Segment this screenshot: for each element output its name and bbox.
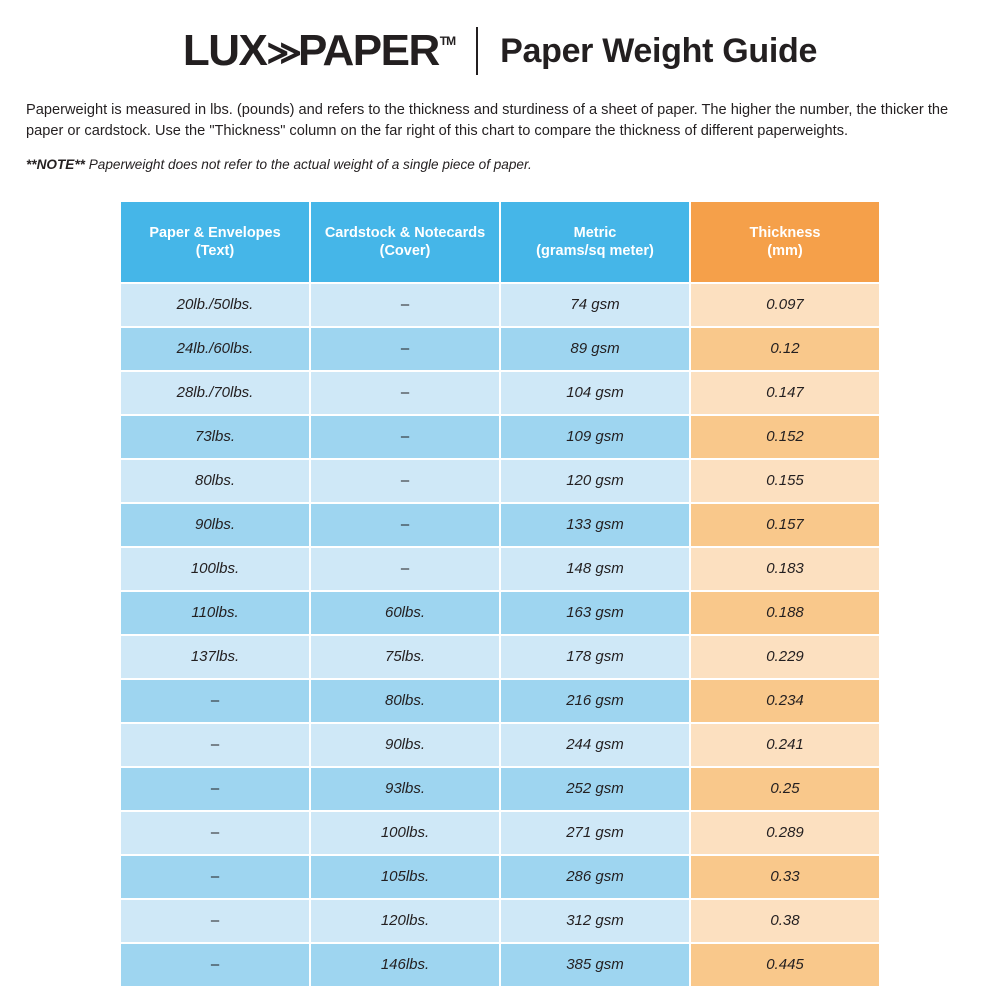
table-row [121,680,879,722]
cell-thickness: 0.241 [691,724,879,766]
cell-text-weight [121,900,309,942]
logo-chevron-icon: ≫ [266,34,296,72]
column-header-thickness-line1: Thickness [749,224,821,241]
cell-thickness: 0.38 [691,900,879,942]
cell-cover-weight [311,548,499,590]
cell-cover-weight [311,416,499,458]
empty-dash: – [400,428,410,446]
cell-text-weight: 137lbs. [121,636,309,678]
cell-cover-weight [311,284,499,326]
cell-text-weight [121,856,309,898]
column-header-text-line1: Paper & Envelopes [149,224,281,241]
empty-dash: – [400,384,410,402]
cell-metric: 178 gsm [501,636,689,678]
column-header-text [121,202,309,282]
header-divider [476,27,478,75]
cell-metric: 216 gsm [501,680,689,722]
cell-text-weight: 90lbs. [121,504,309,546]
empty-dash: – [210,912,220,930]
table-header-row [121,202,879,282]
cell-thickness: 0.097 [691,284,879,326]
table-row [121,328,879,370]
cell-text-weight [121,724,309,766]
cell-metric: 385 gsm [501,944,689,986]
column-header-cover-line1: Cardstock & Notecards [324,224,486,241]
intro-paragraph: Paperweight is measured in lbs. (pounds) and refers to the thickness and sturdiness of a sheet of paper. The higher the number, the thicker the paper or cardstock. Use the "Thickness" column on the far right of this chart to compare the thickness of different paperweights. [26,102,949,140]
cell-cover-weight: 100lbs. [311,812,499,854]
cell-text-weight: 24lb./60lbs. [121,328,309,370]
cell-metric: 312 gsm [501,900,689,942]
cell-metric: 89 gsm [501,328,689,370]
table-row [121,372,879,414]
empty-dash: – [400,296,410,314]
cell-thickness: 0.229 [691,636,879,678]
page-header [26,0,974,80]
cell-text-weight: 100lbs. [121,548,309,590]
empty-dash: – [210,736,220,754]
empty-dash: – [400,472,410,490]
cell-thickness: 0.155 [691,460,879,502]
cell-metric: 74 gsm [501,284,689,326]
empty-dash: – [210,956,220,974]
empty-dash: – [400,560,410,578]
cell-thickness: 0.147 [691,372,879,414]
column-header-thickness [691,202,879,282]
column-header-text-line2: (Text) [195,242,235,259]
empty-dash: – [210,780,220,798]
cell-metric: 244 gsm [501,724,689,766]
table-row [121,812,879,854]
table-row [121,768,879,810]
cell-text-weight: 110lbs. [121,592,309,634]
cell-cover-weight: 80lbs. [311,680,499,722]
cell-text-weight [121,768,309,810]
cell-metric: 271 gsm [501,812,689,854]
empty-dash: – [210,692,220,710]
column-header-metric [501,202,689,282]
table-row [121,460,879,502]
note-label: **NOTE** [26,156,85,172]
cell-cover-weight: 75lbs. [311,636,499,678]
logo-lux-text: LUX [182,26,267,75]
paper-weight-table-wrapper [26,200,974,988]
cell-metric: 104 gsm [501,372,689,414]
logo-paper-text: PAPER [297,26,439,75]
cell-cover-weight [311,460,499,502]
empty-dash: – [400,516,410,534]
cell-cover-weight [311,328,499,370]
cell-thickness: 0.234 [691,680,879,722]
table-row [121,900,879,942]
cell-metric: 163 gsm [501,592,689,634]
cell-text-weight: 20lb./50lbs. [121,284,309,326]
cell-metric: 109 gsm [501,416,689,458]
cell-thickness: 0.12 [691,328,879,370]
cell-cover-weight [311,372,499,414]
cell-cover-weight: 60lbs. [311,592,499,634]
cell-text-weight [121,944,309,986]
empty-dash: – [400,340,410,358]
note-text: Paperweight does not refer to the actual weight of a single piece of paper. [84,156,532,172]
cell-metric: 133 gsm [501,504,689,546]
cell-cover-weight: 120lbs. [311,900,499,942]
table-row [121,944,879,986]
cell-metric: 148 gsm [501,548,689,590]
cell-metric: 252 gsm [501,768,689,810]
cell-thickness: 0.289 [691,812,879,854]
column-header-thickness-line2: (mm) [767,242,803,259]
table-row [121,284,879,326]
cell-text-weight [121,812,309,854]
cell-thickness: 0.445 [691,944,879,986]
cell-text-weight: 80lbs. [121,460,309,502]
column-header-metric-line1: Metric [573,224,617,241]
cell-cover-weight: 105lbs. [311,856,499,898]
table-row [121,504,879,546]
cell-cover-weight: 93lbs. [311,768,499,810]
lux-paper-logo [183,26,454,76]
cell-thickness: 0.152 [691,416,879,458]
column-header-cover-line2: (Cover) [379,242,431,259]
column-header-metric-line2: (grams/sq meter) [536,242,654,259]
empty-dash: – [210,868,220,886]
cell-text-weight: 28lb./70lbs. [121,372,309,414]
cell-text-weight: 73lbs. [121,416,309,458]
cell-thickness: 0.188 [691,592,879,634]
table-row [121,856,879,898]
paper-weight-table [119,200,881,988]
cell-thickness: 0.33 [691,856,879,898]
table-head [121,202,879,282]
note-paragraph [26,157,974,172]
table-row [121,416,879,458]
cell-metric: 286 gsm [501,856,689,898]
table-body [121,284,879,986]
cell-metric: 120 gsm [501,460,689,502]
table-row [121,724,879,766]
logo-trademark-symbol: TM [439,34,456,48]
cell-cover-weight: 90lbs. [311,724,499,766]
column-header-cover [311,202,499,282]
cell-thickness: 0.157 [691,504,879,546]
table-row [121,636,879,678]
table-row [121,548,879,590]
cell-thickness: 0.25 [691,768,879,810]
cell-text-weight [121,680,309,722]
cell-cover-weight: 146lbs. [311,944,499,986]
page-title: Paper Weight Guide [500,31,818,70]
empty-dash: – [210,824,220,842]
table-row [121,592,879,634]
cell-thickness: 0.183 [691,548,879,590]
cell-cover-weight [311,504,499,546]
